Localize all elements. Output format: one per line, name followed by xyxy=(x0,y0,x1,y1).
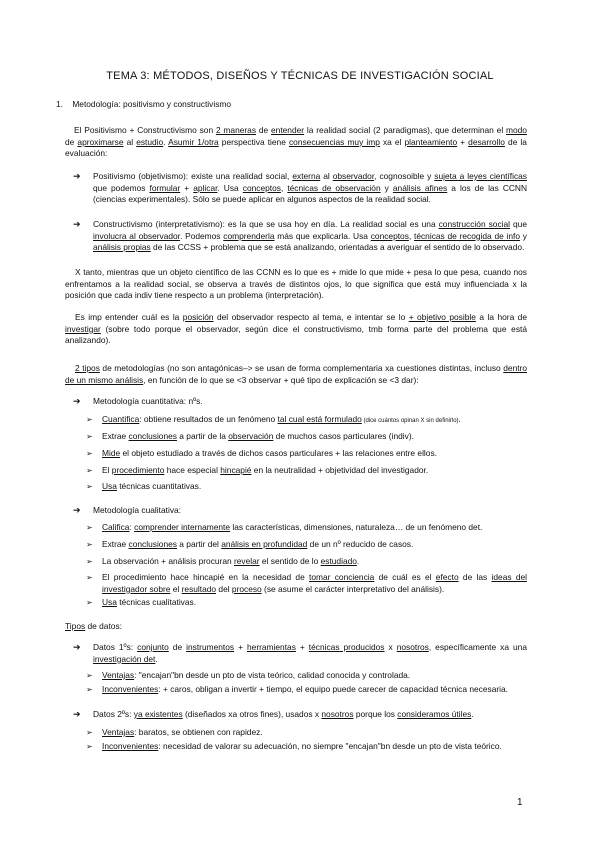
cuantitativa-item: Cuantifica: obtiene resultados de un fenómeno tal cual está formulado (dice cuántos opinan X sin definirlo). xyxy=(102,414,461,424)
cualitativa-item: Califica: comprender internamente las características, dimensiones, naturaleza… de un fenómeno det. xyxy=(102,522,483,532)
cuantitativa-item: Extrae conclusiones a partir de la observación de muchos casos particulares (indiv). xyxy=(102,431,414,441)
posicion-paragraph: Es imp entender cuál es la posición del observador respecto al tema, e intentar se lo + objetivo posible a la hora de investigar (sobre todo porque el observador, según dice el constructivismo, tmb forma parte del problema que está analizando). xyxy=(65,312,527,346)
sub-bullet-icon: ➢ xyxy=(86,685,93,694)
cualitativa-item: El procedimiento hace hincapié en la necesidad de tomar conciencia de cuál es el efecto de las ideas del investigador sobre el resultado del proceso (se asume el carácter interpretativo del análisis). xyxy=(102,572,527,594)
section-title: Metodología: positivismo y constructivismo xyxy=(72,99,232,109)
sub-bullet-icon: ➢ xyxy=(86,671,93,680)
section-number: 1. xyxy=(56,99,63,109)
sub-bullet-icon: ➢ xyxy=(86,466,93,475)
datos1-item: Datos 1ºs: conjunto de instrumentos + herramientas + técnicas producidos x nosotros, específicamente xa una investigación det. xyxy=(93,642,527,664)
sub-bullet-icon: ➢ xyxy=(86,728,93,737)
sub-bullet-icon: ➢ xyxy=(86,523,93,532)
tipos-datos-heading: Tipos de datos: xyxy=(65,621,122,631)
sub-bullet-icon: ➢ xyxy=(86,415,93,424)
sub-bullet-icon: ➢ xyxy=(86,540,93,549)
sub-bullet-icon: ➢ xyxy=(86,432,93,441)
cualitativa-item: Extrae conclusiones a partir del análisis en profundidad de un nº reducido de casos. xyxy=(102,539,414,549)
datos2-item: Datos 2ºs: ya existentes (diseñados xa otros fines), usados x nosotros porque los consideramos útiles. xyxy=(93,709,474,719)
datos2-ventajas: Ventajas: baratos, se obtienen con rapidez. xyxy=(102,727,263,737)
datos1-ventajas: Ventajas: "encajan"bn desde un pto de vista teórico, calidad conocida y controlada. xyxy=(102,670,411,680)
datos2-inconvenientes: Inconvenientes: necesidad de valorar su adecuación, no siempre "encajan"bn desde un pto de vista teórico. xyxy=(102,741,502,751)
cuantitativa-item: Usa técnicas cuantitativas. xyxy=(102,481,202,491)
section-heading xyxy=(56,99,516,111)
sub-bullet-icon: ➢ xyxy=(86,573,93,582)
sub-bullet-icon: ➢ xyxy=(86,598,93,607)
sub-bullet-icon: ➢ xyxy=(86,482,93,491)
cualitativa-heading: Metodología cualitativa: xyxy=(93,505,181,515)
cualitativa-item: Usa técnicas cualitativas. xyxy=(102,597,197,607)
xtanto-paragraph: X tanto, mientras que un objeto científico de las CCNN es lo que es + mide lo que mide + pesa lo que pesa, cuando nos enfrentamos a la realidad social, se observa a través de distintos ojos, lo que significa que está muy influenciada x la posición que cada indiv tiene respecto a un problema (interpretación). xyxy=(65,267,527,301)
intro-paragraph: El Positivismo + Constructivismo son 2 maneras de entender la realidad social (2 paradigmas), que determinan el modo de aproximarse al estudio. Asumir 1/otra perspectiva tiene consecuencias muy imp xa el planteamiento + desarrollo de la evaluación: xyxy=(65,125,527,159)
cuantitativa-item: Mide el objeto estudiado a través de dichos casos particulares + las relaciones entre ellos. xyxy=(102,448,437,458)
cuantitativa-heading: Metodología cuantitativa: nºs. xyxy=(93,396,203,406)
sub-bullet-icon: ➢ xyxy=(86,449,93,458)
cuantitativa-item: El procedimiento hace especial hincapié en la neutralidad + objetividad del investigador. xyxy=(102,465,429,475)
tipos-paragraph: 2 tipos de metodologías (no son antagónicas–> se usan de forma complementaria xa cuestiones distintas, incluso dentro de un mismo análisis, en función de lo que se <3 observar + qué tipo de explicación se <3 dar): xyxy=(65,363,527,385)
arrow-bullet-icon: ➔ xyxy=(73,171,81,181)
arrow-bullet-icon: ➔ xyxy=(73,396,81,406)
arrow-bullet-icon: ➔ xyxy=(73,505,81,515)
arrow-bullet-icon: ➔ xyxy=(73,709,81,719)
constructivismo-item: Constructivismo (interpretativismo): es la que se usa hoy en día. La realidad social es una construcción social que involucra al observador. Podemos comprenderla más que explicarla. Usa conceptos, técnicas de recogida de info y análisis propias de las CCSS + problema que se está analizando, orientadas a averiguar el sentido de lo observado. xyxy=(93,219,527,253)
page-title: TEMA 3: MÉTODOS, DISEÑOS Y TÉCNICAS DE INVESTIGACIÓN SOCIAL xyxy=(106,70,494,82)
cualitativa-item: La observación + análisis procuran revelar el sentido de lo estudiado. xyxy=(102,556,360,566)
arrow-bullet-icon: ➔ xyxy=(73,642,81,652)
positivismo-item: Positivismo (objetivismo): existe una realidad social, externa al observador, cognosoible y sujeta a leyes científicas que podemos formular + aplicar. Usa conceptos, técnicas de observación y análisis afines a los de las CCNN (ciencias experimentales). Sólo se puede aplicar en algunos aspectos de la realidad social. xyxy=(93,171,528,205)
arrow-bullet-icon: ➔ xyxy=(73,219,81,229)
page-number: 1 xyxy=(517,797,523,808)
sub-bullet-icon: ➢ xyxy=(86,557,93,566)
datos1-inconvenientes: Inconvenientes: + caros, obligan a invertir + tiempo, el equipo puede carecer de capacidad técnica necesaria. xyxy=(102,684,508,694)
sub-bullet-icon: ➢ xyxy=(86,742,93,751)
